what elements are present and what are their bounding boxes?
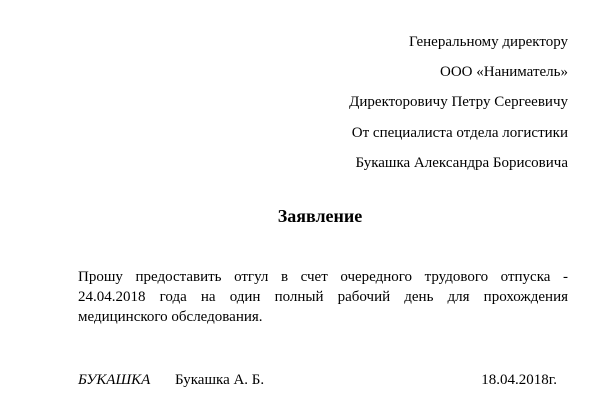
handwritten-signature: БУКАШКА: [78, 372, 151, 388]
addressee-position: Генеральному директору: [408, 34, 568, 50]
signature-row: [0, 372, 600, 392]
addressee-name: Директоровичу Петру Сергеевичу: [349, 94, 568, 111]
signature-name: Букашка А. Б.: [175, 372, 265, 388]
addressee-block: [349, 27, 568, 178]
sender-name: Букашка Александра Борисовича: [355, 154, 568, 171]
sender-position: От специалиста отдела логистики: [351, 124, 568, 141]
document-title: Заявление: [277, 206, 363, 226]
signature-date: 18.04.2018г.: [481, 372, 557, 388]
addressee-company: ООО «Наниматель»: [440, 64, 568, 81]
application-body: Прошу предоставить отгул в счет очередного трудового отпуска - 24.04.2018 года на один полный рабочий день для прохождения медицинского обследования.: [78, 269, 568, 325]
